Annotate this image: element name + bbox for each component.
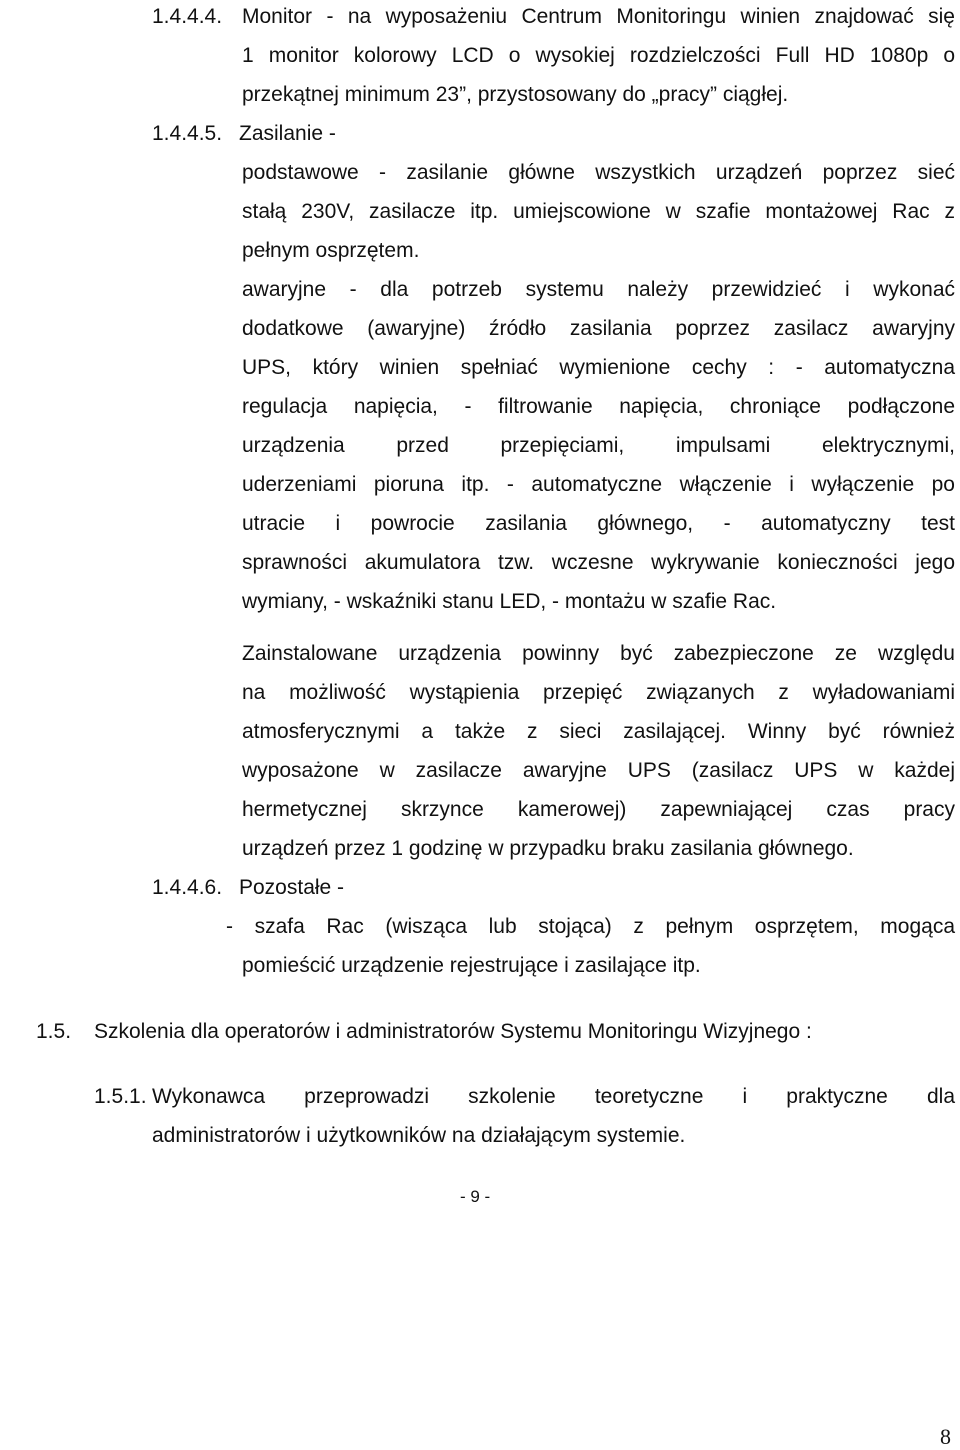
training-line-1: Wykonawca przeprowadzi szkolenie teoretyczne i praktyczne dla xyxy=(152,1085,955,1108)
corner-page-number: 8 xyxy=(940,1424,951,1449)
protection-line-5: hermetycznej skrzynce kamerowej) zapewniającej czas pracy xyxy=(242,798,955,821)
basic-power-line-2: stałą 230V, zasilacze itp. umiejscowione w szafie montażowej Rac z xyxy=(242,200,955,223)
emergency-power-line-2: dodatkowe (awaryjne) źródło zasilania poprzez zasilacz awaryjny xyxy=(242,317,955,340)
protection-line-4: wyposażone w zasilacze awaryjne UPS (zasilacz UPS w każdej xyxy=(242,759,955,782)
emergency-power-line-6: uderzeniami pioruna itp. - automatyczne włączenie i wyłączenie po xyxy=(242,473,955,496)
other-line-2: pomieścić urządzenie rejestrujące i zasilające itp. xyxy=(242,954,701,977)
protection-line-1: Zainstalowane urządzenia powinny być zabezpieczone ze względu xyxy=(242,642,955,665)
emergency-power-line-7: utracie i powrocie zasilania głównego, - automatyczny test xyxy=(242,512,955,535)
emergency-power-line-8: sprawności akumulatora tzw. wczesne wykrywanie konieczności jego xyxy=(242,551,955,574)
section-number-1-5-1: 1.5.1. xyxy=(94,1085,147,1108)
protection-line-2: na możliwość wystąpienia przepięć związanych z wyładowaniami xyxy=(242,681,955,704)
power-section-title: Zasilanie - xyxy=(239,122,336,145)
emergency-power-line-9: wymiany, - wskaźniki stanu LED, - montażu w szafie Rac. xyxy=(242,590,777,613)
monitor-text-line-2: 1 monitor kolorowy LCD o wysokiej rozdzielczości Full HD 1080p o xyxy=(242,44,955,67)
emergency-power-line-3: UPS, który winien spełniać wymienione cechy : - automatyczna xyxy=(242,356,955,379)
monitor-text-line-1: Monitor - na wyposażeniu Centrum Monitoringu winien znajdować się xyxy=(242,5,955,28)
training-line-2: administratorów i użytkowników na działającym systemie. xyxy=(152,1124,686,1147)
protection-line-6: urządzeń przez 1 godzinę w przypadku braku zasilania głównego. xyxy=(242,837,854,860)
protection-line-3: atmosferycznymi a także z sieci zasilającej. Winny być również xyxy=(242,720,955,743)
section-number-1-4-4-5: 1.4.4.5. xyxy=(152,122,223,145)
emergency-power-line-1: awaryjne - dla potrzeb systemu należy przewidzieć i wykonać xyxy=(242,278,955,301)
section-number-1-5: 1.5. xyxy=(36,1020,72,1043)
training-section-title: Szkolenia dla operatorów i administratorów Systemu Monitoringu Wizyjnego : xyxy=(94,1020,812,1043)
section-number-1-4-4-6: 1.4.4.6. xyxy=(152,876,223,899)
basic-power-line-3: pełnym osprzętem. xyxy=(242,239,420,262)
section-number-1-4-4-4: 1.4.4.4. xyxy=(152,5,223,28)
page-number-label: - 9 - xyxy=(460,1187,491,1206)
emergency-power-line-5: urządzenia przed przepięciami, impulsami elektrycznymi, xyxy=(242,434,955,457)
emergency-power-line-4: regulacja napięcia, - filtrowanie napięcia, chroniące podłączone xyxy=(242,395,955,418)
basic-power-line-1: podstawowe - zasilanie główne wszystkich urządzeń poprzez sieć xyxy=(242,161,955,184)
other-line-1: - szafa Rac (wisząca lub stojąca) z pełnym osprzętem, mogąca xyxy=(226,915,955,938)
monitor-text-line-3: przekątnej minimum 23”, przystosowany do „pracy” ciągłej. xyxy=(242,83,789,106)
other-section-title: Pozostałe - xyxy=(239,876,345,899)
